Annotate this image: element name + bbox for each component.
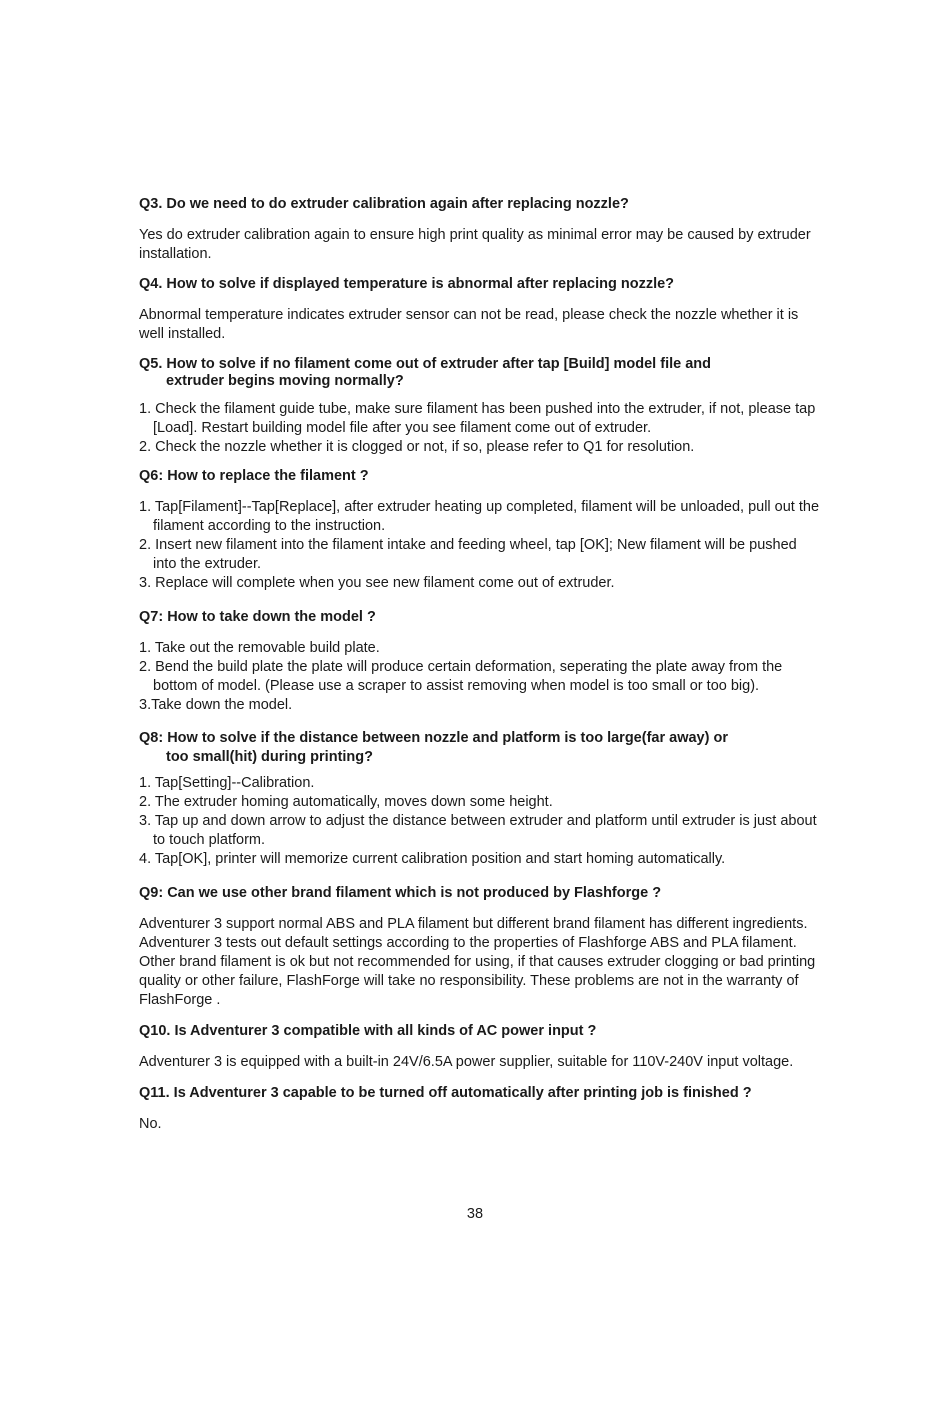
list-item: 2. Check the nozzle whether it is clogged or not, if so, please refer to Q1 for resolution. <box>139 439 695 455</box>
faq-answer-q9-p1: Adventurer 3 support normal ABS and PLA filament but different brand filament has different ingredients. Adventurer 3 tests out default settings according to the properties of Flashforge ABS and PLA filament. <box>139 916 808 951</box>
page-number: 38 <box>466 1206 484 1222</box>
faq-question-q8-line2: too small(hit) during printing? <box>166 749 373 765</box>
faq-question-q8-line1: Q8: How to solve if the distance between nozzle and platform is too large(far away) or <box>139 730 728 746</box>
faq-question-q6: Q6: How to replace the filament ? <box>139 468 369 484</box>
faq-answer-q6 <box>139 498 819 593</box>
faq-answer-q5 <box>139 400 819 457</box>
list-item: 3.Take down the model. <box>139 697 293 713</box>
list-item: 1. Check the filament guide tube, make sure filament has been pushed into the extruder, if not, please tap [Load]. Restart building model file after you see filament come out of extruder. <box>139 401 816 436</box>
faq-answer-q7 <box>139 639 819 715</box>
list-item: 2. The extruder homing automatically, moves down some height. <box>139 794 553 810</box>
faq-question-q3: Q3. Do we need to do extruder calibration again after replacing nozzle? <box>139 196 629 212</box>
faq-question-q5-line1: Q5. How to solve if no filament come out of extruder after tap [Build] model file and <box>139 356 711 372</box>
faq-question-q5 <box>139 356 819 390</box>
faq-question-q10: Q10. Is Adventurer 3 compatible with all kinds of AC power input ? <box>139 1023 597 1039</box>
list-item: 1. Tap[Setting]--Calibration. <box>139 775 315 791</box>
list-item: 2. Bend the build plate the plate will produce certain deformation, seperating the plate away from the bottom of model. (Please use a scraper to assist removing when model is too small or too big). <box>139 659 783 694</box>
faq-question-q5-line2: extruder begins moving normally? <box>166 373 404 389</box>
faq-question-q8 <box>139 729 819 767</box>
faq-answer-q10: Adventurer 3 is equipped with a built-in 24V/6.5A power supplier, suitable for 110V-240V input voltage. <box>139 1054 794 1070</box>
list-item: 4. Tap[OK], printer will memorize current calibration position and start homing automatically. <box>139 851 726 867</box>
list-item: 1. Tap[Filament]--Tap[Replace], after extruder heating up completed, filament will be unloaded, pull out the filament according to the instruction. <box>139 499 820 534</box>
faq-question-q11: Q11. Is Adventurer 3 capable to be turned off automatically after printing job is finished ? <box>139 1085 752 1101</box>
list-item: 2. Insert new filament into the filament intake and feeding wheel, tap [OK]; New filament will be pushed into the extruder. <box>139 537 797 572</box>
faq-question-q4: Q4. How to solve if displayed temperature is abnormal after replacing nozzle? <box>139 276 675 292</box>
list-item: 3. Replace will complete when you see new filament come out of extruder. <box>139 575 615 591</box>
faq-answer-q4: Abnormal temperature indicates extruder sensor can not be read, please check the nozzle whether it is well installed. <box>139 307 799 342</box>
list-item: 1. Take out the removable build plate. <box>139 640 380 656</box>
faq-question-q7: Q7: How to take down the model ? <box>139 609 376 625</box>
faq-question-q9: Q9: Can we use other brand filament which is not produced by Flashforge ? <box>139 885 662 901</box>
faq-content <box>139 196 819 1134</box>
faq-answer-q9-p2: Other brand filament is ok but not recommended for using, if that causes extruder clogging or bad printing quality or other failure, FlashForge will take no responsibility. These problems are not in the warranty of FlashForge . <box>139 954 816 1008</box>
faq-answer-q11: No. <box>139 1116 162 1132</box>
faq-answer-q3: Yes do extruder calibration again to ensure high print quality as minimal error may be caused by extruder installation. <box>139 227 811 262</box>
faq-answer-q8 <box>139 774 819 869</box>
list-item: 3. Tap up and down arrow to adjust the distance between extruder and platform until extruder is just about to touch platform. <box>139 813 817 848</box>
